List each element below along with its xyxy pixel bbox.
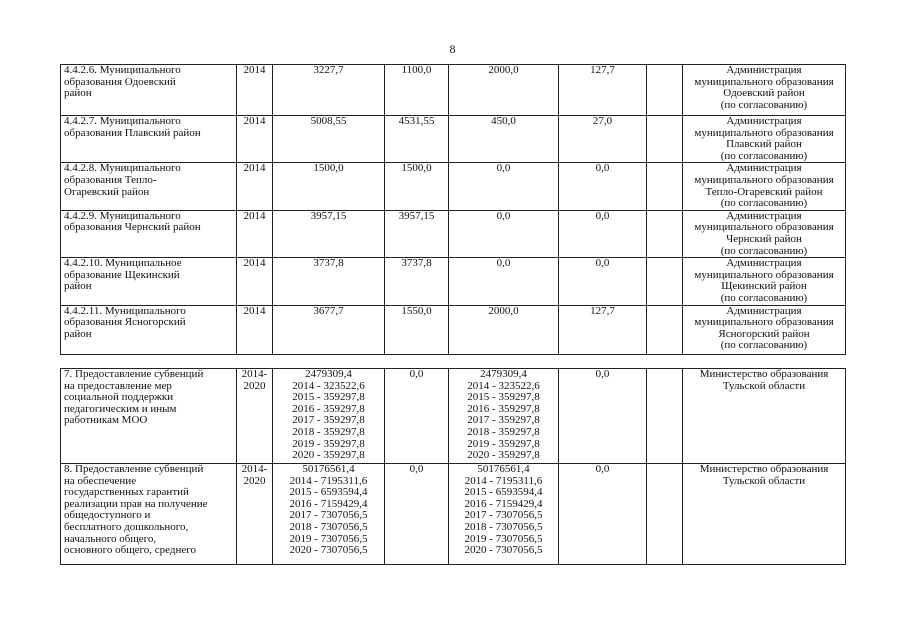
cell-line: 2020 - 359297,8 [467,449,540,462]
cell-line: образования Чернский район [64,221,201,234]
cell-line: бесплатного дошкольного, [64,520,189,533]
total-cell [273,464,385,565]
page-number: 8 [449,42,456,56]
cell-line: Министерство образования [699,463,829,475]
cell-line: Администрация [726,115,802,127]
cell-line: муниципального образования [694,268,834,281]
cell-line: (по согласованию) [720,244,808,257]
total-cell: 3737,8 [273,258,385,305]
federal-budget-cell: 1100,0 [385,65,449,116]
measure-name-cell [61,65,237,116]
federal-budget-cell: 0,0 [385,369,449,464]
cell-line: Администрация [726,64,802,76]
measure-name-cell [61,464,237,565]
local-budget-cell: 0,0 [559,464,647,565]
cell-line: Плавский район [726,138,802,151]
federal-budget-cell: 3737,8 [385,258,449,305]
table-row [61,116,846,163]
cell-line: 2015 - 359297,8 [467,391,540,404]
measure-name-cell [61,305,237,354]
cell-line: образования Тепло- [64,173,157,186]
cell-line: на предоставление мер [64,379,172,392]
cell-line: образование Щекинский [64,268,180,281]
cell-line: общедоступного и [64,509,151,522]
regional-budget-cell: 0,0 [449,210,559,257]
responsible-cell [683,258,846,305]
cell-line: (по согласованию) [720,339,808,352]
extra-budget-cell [647,369,683,464]
cell-line: 2017 - 359297,8 [467,414,540,427]
cell-line: 2017 - 7307056,5 [464,509,543,522]
total-cell: 3227,7 [273,65,385,116]
cell-line: 4.4.2.11. Муниципального [64,305,186,317]
cell-line: 2020 [243,474,266,487]
cell-line: 2020 - 359297,8 [292,449,365,462]
cell-line: 4.4.2.10. Муниципальное [64,257,182,270]
table-row [61,464,846,565]
cell-line: 2016 - 7159429,4 [289,497,368,510]
cell-line: Министерство образования [699,368,829,380]
federal-budget-cell: 1550,0 [385,305,449,354]
cell-line: 2018 - 359297,8 [467,425,540,438]
total-cell [273,369,385,464]
cell-line: 2014 - 7195311,6 [464,474,543,487]
cell-line: 2019 - 7307056,5 [289,532,368,545]
cell-line: 2020 - 7307056,5 [289,544,368,557]
cell-line: 2015 - 359297,8 [292,391,365,404]
cell-line: 2016 - 359297,8 [467,402,540,415]
cell-line: образования Плавский район [64,126,201,139]
regional-budget-cell: 2000,0 [449,305,559,354]
cell-line: 2018 - 7307056,5 [289,520,368,533]
cell-line: 4.4.2.8. Муниципального [64,162,181,175]
year-cell [237,369,273,464]
cell-line: работникам МОО [64,414,148,427]
cell-line: 2018 - 359297,8 [292,425,365,438]
table-row [61,163,846,210]
total-cell: 5008,55 [273,116,385,163]
extra-budget-cell [647,163,683,210]
cell-line: район [64,87,92,100]
cell-line: муниципального образования [694,316,834,329]
cell-line: Одоевский район [723,87,805,100]
cell-line: 2019 - 359297,8 [467,437,540,450]
cell-line: начального общего, [64,532,157,545]
cell-line: государственных гарантий [64,486,189,499]
measure-name-cell [61,258,237,305]
cell-line: 2014 - 323522,6 [467,379,540,392]
year-cell: 2014 [237,116,273,163]
table-row [61,305,846,354]
cell-line: муниципального образования [694,173,834,186]
cell-line: на обеспечение [64,474,137,487]
regional-budget-cell: 0,0 [449,258,559,305]
extra-budget-cell [647,464,683,565]
cell-line: социальной поддержки [64,391,174,404]
cell-line: (по согласованию) [720,98,808,111]
cell-line: 2020 - 7307056,5 [464,544,543,557]
cell-line: 2014- [241,368,268,380]
cell-line: 2019 - 7307056,5 [464,532,543,545]
cell-line: основного общего, среднего [64,544,197,557]
cell-line: Чернский район [726,232,802,245]
program-table-top [60,64,846,355]
responsible-cell [683,305,846,354]
cell-line: 7. Предоставление субвенций [64,368,204,380]
regional-budget-cell: 0,0 [449,163,559,210]
cell-line: 2014- [241,463,268,475]
extra-budget-cell [647,258,683,305]
cell-line: (по согласованию) [720,149,808,162]
measure-name-cell [61,163,237,210]
regional-budget-cell [449,464,559,565]
responsible-cell [683,464,846,565]
cell-line: 2479309,4 [305,368,352,380]
local-budget-cell: 0,0 [559,258,647,305]
measure-name-cell [61,369,237,464]
cell-line: 2479309,4 [480,368,527,380]
year-cell: 2014 [237,210,273,257]
cell-line: 4.4.2.6. Муниципального [64,64,181,76]
cell-line: 2020 [243,379,266,392]
table-row [61,258,846,305]
cell-line: Щекинский район [721,280,807,293]
cell-line: 4.4.2.9. Муниципального [64,210,181,222]
cell-line: 50176561,4 [302,463,355,475]
local-budget-cell: 127,7 [559,305,647,354]
cell-line: педагогическим и иным [64,402,177,415]
total-cell: 3677,7 [273,305,385,354]
cell-line: район [64,327,92,340]
regional-budget-cell [449,369,559,464]
cell-line: Огаревский район [64,185,150,198]
total-cell: 3957,15 [273,210,385,257]
extra-budget-cell [647,116,683,163]
cell-line: реализации прав на получение [64,497,208,510]
cell-line: (по согласованию) [720,197,808,210]
cell-line: Администрация [726,305,802,317]
program-table-bottom [60,368,846,565]
year-cell: 2014 [237,163,273,210]
measure-name-cell [61,210,237,257]
year-cell: 2014 [237,258,273,305]
cell-line: муниципального образования [694,126,834,139]
cell-line: 2019 - 359297,8 [292,437,365,450]
local-budget-cell: 0,0 [559,369,647,464]
table-row [61,210,846,257]
federal-budget-cell: 3957,15 [385,210,449,257]
cell-line: образования Ясногорский [64,316,186,329]
cell-line: Тульской области [722,474,806,487]
cell-line: Ясногорский район [718,327,810,340]
table-row [61,65,846,116]
responsible-cell [683,116,846,163]
cell-line: 2014 - 7195311,6 [289,474,368,487]
cell-line: 8. Предоставление субвенций [64,463,204,475]
cell-line: Администрация [726,162,802,175]
local-budget-cell: 127,7 [559,65,647,116]
table-row [61,369,846,464]
cell-line: 2017 - 359297,8 [292,414,365,427]
cell-line: 2017 - 7307056,5 [289,509,368,522]
cell-line: муниципального образования [694,75,834,88]
cell-line: муниципального образования [694,221,834,234]
federal-budget-cell: 4531,55 [385,116,449,163]
cell-line: Администрация [726,257,802,270]
federal-budget-cell: 1500,0 [385,163,449,210]
cell-line: район [64,280,92,293]
local-budget-cell: 0,0 [559,210,647,257]
cell-line: 4.4.2.7. Муниципального [64,115,181,127]
measure-name-cell [61,116,237,163]
cell-line: Администрация [726,210,802,222]
extra-budget-cell [647,305,683,354]
local-budget-cell: 27,0 [559,116,647,163]
cell-line: 2015 - 6593594,4 [289,486,368,499]
cell-line: Тульской области [722,379,806,392]
year-cell: 2014 [237,305,273,354]
cell-line: 2016 - 7159429,4 [464,497,543,510]
cell-line: 50176561,4 [477,463,530,475]
extra-budget-cell [647,65,683,116]
cell-line: образования Одоевский [64,75,176,88]
year-cell: 2014 [237,65,273,116]
cell-line: 2015 - 6593594,4 [464,486,543,499]
cell-line: (по согласованию) [720,291,808,304]
responsible-cell [683,210,846,257]
cell-line: 2016 - 359297,8 [292,402,365,415]
responsible-cell [683,163,846,210]
responsible-cell [683,369,846,464]
cell-line: 2018 - 7307056,5 [464,520,543,533]
cell-line: 2014 - 323522,6 [292,379,365,392]
responsible-cell [683,65,846,116]
extra-budget-cell [647,210,683,257]
total-cell: 1500,0 [273,163,385,210]
federal-budget-cell: 0,0 [385,464,449,565]
regional-budget-cell: 450,0 [449,116,559,163]
local-budget-cell: 0,0 [559,163,647,210]
regional-budget-cell: 2000,0 [449,65,559,116]
year-cell [237,464,273,565]
cell-line: Тепло-Огаревский район [705,185,823,198]
